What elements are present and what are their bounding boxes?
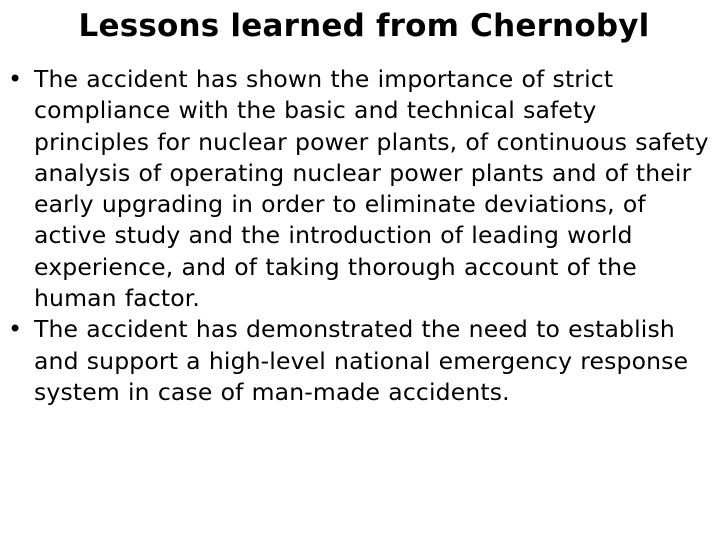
- slide-title: Lessons learned from Chernobyl: [78, 8, 650, 44]
- bullet-text: The accident has shown the importance of strict compliance with the basic and technical safety principles for nuclear power plants, of continuous safety analysis of operating nuclear power plants and of their early upgrading in order to eliminate deviations, of active study and the introduction of leading world experience, and of taking thorough account of the human factor.: [34, 65, 709, 313]
- bullet-item: [8, 314, 712, 408]
- bullet-marker-icon: •: [8, 315, 23, 344]
- bullet-item: [8, 64, 712, 314]
- bullet-list: [8, 64, 712, 408]
- bullet-marker-icon: •: [8, 65, 23, 93]
- bullet-text: The accident has demonstrated the need to establish and support a high-level national emergency response system in case of man-made accidents.: [34, 315, 689, 406]
